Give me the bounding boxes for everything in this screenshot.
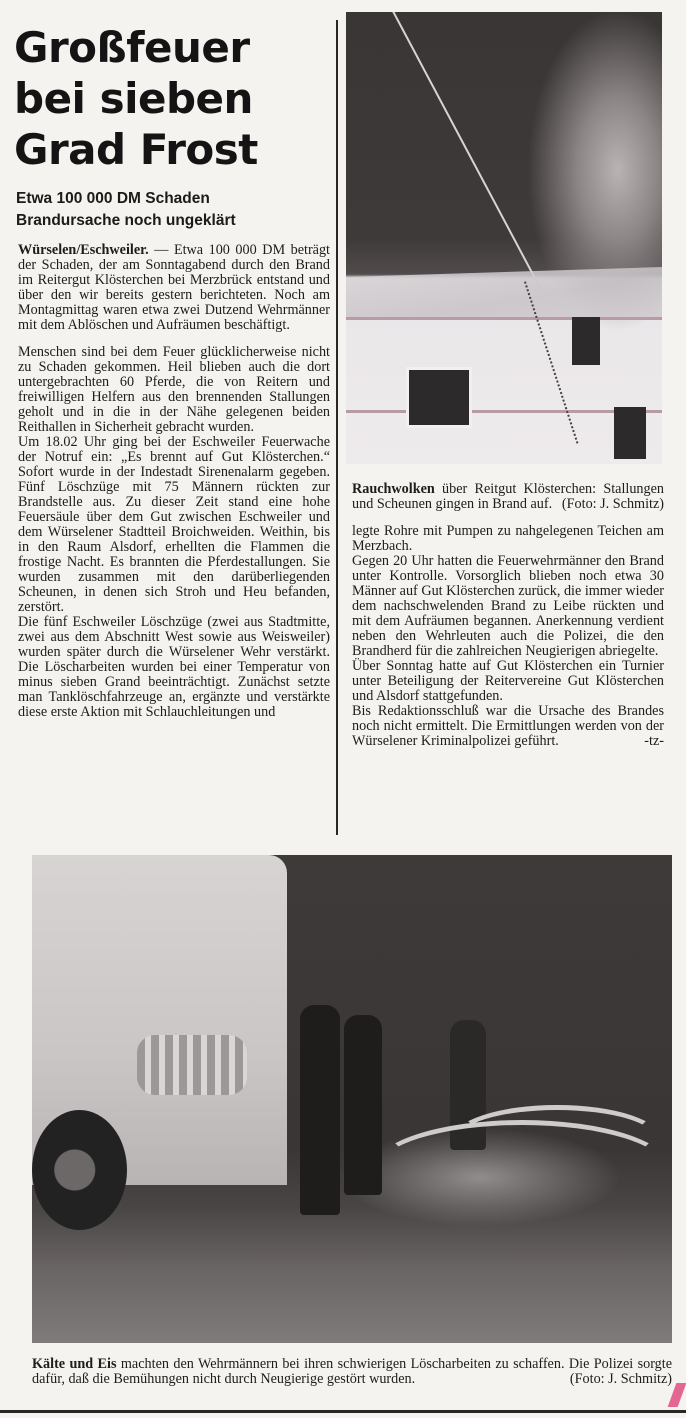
column-divider <box>336 20 338 835</box>
photo-firefighters-with-hoses <box>32 855 672 1343</box>
photo-window <box>406 367 472 428</box>
caption-lead: Kälte und Eis <box>32 1356 117 1372</box>
photo-stripe <box>346 317 662 320</box>
subheadline <box>16 188 336 232</box>
photo-hose <box>452 1105 662 1175</box>
photo-top-caption <box>352 482 664 512</box>
article-paragraph-5: legte Rohre mit Pumpen zu nahgelegenen Teichen am Merzbach. <box>352 523 664 554</box>
headline <box>14 22 334 175</box>
author-signature: -tz- <box>644 733 664 749</box>
article-paragraph-8: Bis Redaktionsschluß war die Ursache des Brandes noch nicht ermittelt. Die Ermittlungen werden von der Würselener Kriminalpolizei geführt. <box>352 703 664 749</box>
headline-line-3: Grad Frost <box>14 125 258 174</box>
dateline: Würselen/Eschweiler. <box>18 242 149 258</box>
article-paragraph-6: Gegen 20 Uhr hatten die Feuerwehrmänner den Brand unter Kontrolle. Vorsorglich blieben noch etwa 30 Männer auf Gut Klösterchen zurück, die immer wieder dem nachschwelenden Brand zu Leibe rückten und mit dem Aufräumen begannen. Anerkennung verdient neben den Wehrleuten auch die Polizei, die den Brandherd für die zahlreichen Neugierigen abriegelte. <box>352 553 665 659</box>
photo-credit: (Foto: J. Schmitz) <box>561 496 664 512</box>
article-paragraph-1 <box>18 243 330 333</box>
photo-hose-reel <box>137 1035 247 1095</box>
article-right-column <box>352 524 664 749</box>
article-paragraph-2: Menschen sind bei dem Feuer glücklicherweise nicht zu Schaden gekommen. Heil blieben auch die dort untergebrachten 60 Pferde, die von Reitern und freiwilligen Helfern aus den brennenden Stallungen geholt und in die in der Nähe gelegenen beiden Reithallen in Sicherheit gebracht wurden. <box>18 344 330 435</box>
photo-window <box>614 407 646 459</box>
photo-smoke-over-stable <box>346 12 662 464</box>
headline-line-2: bei sieben <box>14 74 253 123</box>
subheadline-line-2: Brandursache noch ungeklärt <box>16 212 236 229</box>
photo-bottom-caption <box>32 1357 672 1387</box>
photo-window <box>572 317 600 365</box>
headline-line-1: Großfeuer <box>14 23 250 72</box>
photo-firefighter <box>300 1005 340 1215</box>
photo-truck-wheel <box>32 1110 127 1230</box>
article-left-column <box>18 243 330 720</box>
photo-roof <box>346 267 662 317</box>
article-paragraph-3: Um 18.02 Uhr ging bei der Eschweiler Feuerwache der Notruf ein: „Es brennt auf Gut Klösterchen.“ Sofort wurde in der Indestadt Sirenenalarm gegeben. Fünf Löschzüge mit 75 Männern rückten zur Brandstelle aus. Zu dieser Zeit stand eine hohe Feuersäule über dem Gut zwischen Eschweiler und dem Würselener Stadtteil Broichweiden. Weithin, bis in den Raum Alsdorf, erhellten die Flammen die frostige Nacht. Es brannten die Pferdestallungen. Sie wurden zusammen mit den darüberliegenden Scheunen, in denen sich Stroh und Heu befanden, zerstört. <box>18 434 330 615</box>
photo-wire <box>371 12 542 290</box>
bottom-rule <box>0 1410 686 1413</box>
article-paragraph-4: Die fünf Eschweiler Löschzüge (zwei aus Stadtmitte, zwei aus dem Abschnitt West sowie aus Weisweiler) wurden später durch die Würselener Wehr verstärkt. Die Löscharbeiten wurden bei einer Temperatur von minus sieben Grand beeinträchtigt. Zunächst setzte man Tanklöschfahrzeuge an, ergänzte und verstärkte diese erste Aktion mit Schlauchleitungen und <box>18 614 330 720</box>
caption-text: über Reitgut Klösterchen: Stallungen und Scheunen gingen in Brand auf. <box>352 481 664 512</box>
caption-lead: Rauchwolken <box>352 481 435 497</box>
photo-credit: (Foto: J. Schmitz) <box>569 1371 672 1387</box>
subheadline-line-1: Etwa 100 000 DM Schaden <box>16 190 210 207</box>
caption-text: machten den Wehrmännern bei ihren schwierigen Löscharbeiten zu schaffen. Die Polizei sorgte dafür, daß die Bemühungen nicht durch Neugierige gestört wurden. <box>32 1356 672 1387</box>
article-paragraph-1-text: — Etwa 100 000 DM beträgt der Schaden, der am Sonntagabend durch den Brand im Reitergut Klösterchen bei Merzbrück entstand und über den wir bereits gestern berichteten. Noch am Montagmittag waren etwa zwei Dutzend Wehrmänner mit dem Ablöschen und Aufräumen beschäftigt. <box>18 242 330 333</box>
article-paragraph-7: Über Sonntag hatte auf Gut Klösterchen ein Turnier unter Beteiligung der Reitervereine Gut Klösterchen und Alsdorf stattgefunden. <box>352 658 664 704</box>
